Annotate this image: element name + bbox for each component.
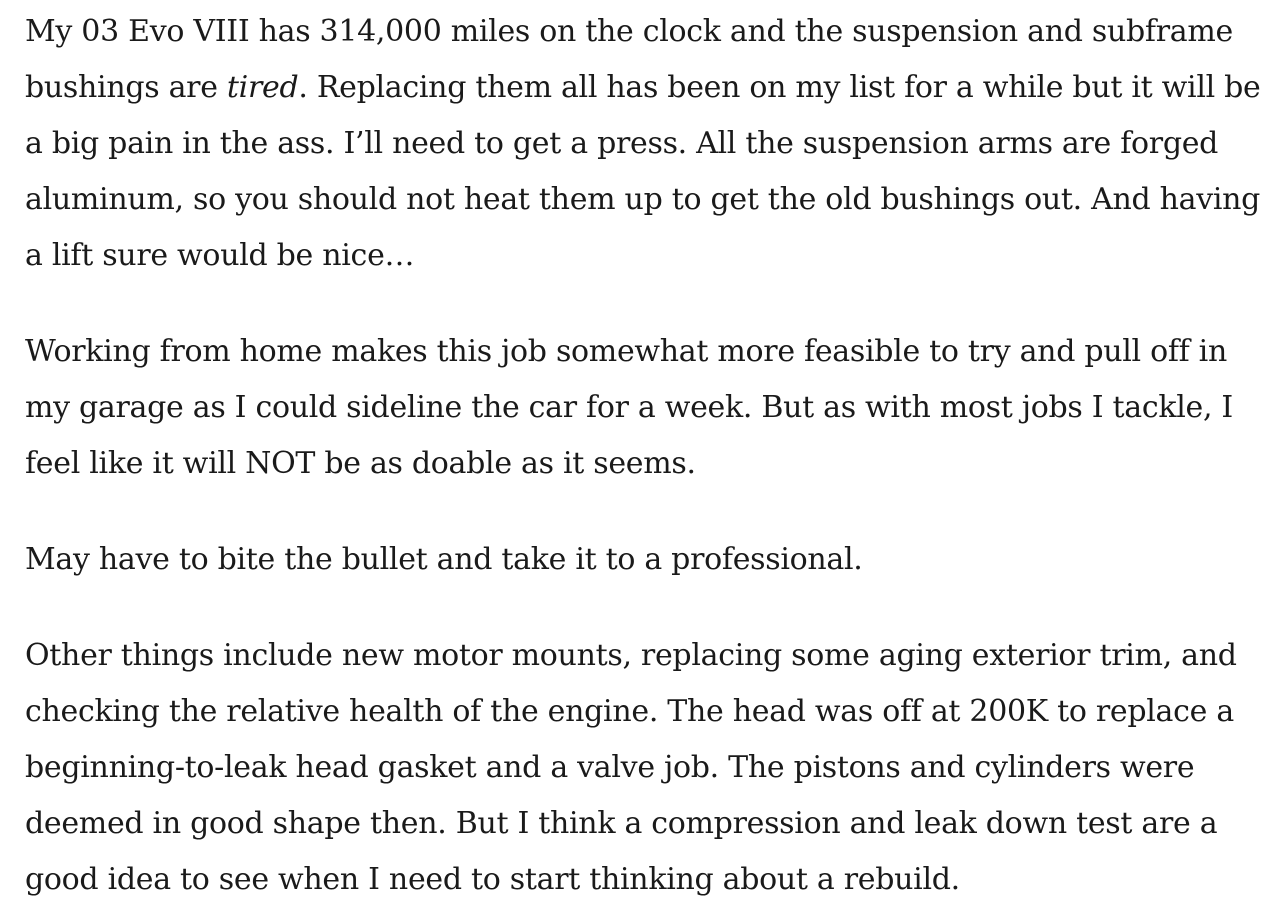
paragraph-2: Working from home makes this job somewhat more feasible to try and pull off in my garage as I could sideline the car for a week. But as with most jobs I tackle, I feel like it will NOT be as doable as it seems. bbox=[25, 334, 1233, 481]
paragraph-1 bbox=[25, 4, 1262, 284]
paragraph-4: Other things include new motor mounts, replacing some aging exterior trim, and checking the relative health of the engine. The head was off at 200K to replace a beginning-to-leak head gasket and a valve job. The pistons and cylinders were deemed in good shape then. But I think a compression and leak down test are a good idea to see when I need to start thinking about a rebuild. bbox=[25, 638, 1237, 897]
paragraph-1-emphasis: tired bbox=[226, 70, 299, 105]
paragraph-1-text-end: . Replacing them all has been on my list for a while but it will be a big pain in the ass. I’ll need to get a press. All the suspension arms are forged aluminum, so you should not heat them up to get the old bushings out. And having a lift sure would be nice… bbox=[25, 70, 1261, 273]
paragraph-3: May have to bite the bullet and take it to a professional. bbox=[25, 542, 863, 577]
paragraph-1-text-start: My 03 Evo VIII has 314,000 miles on the clock and the suspension and subframe bushings are bbox=[25, 14, 1233, 105]
